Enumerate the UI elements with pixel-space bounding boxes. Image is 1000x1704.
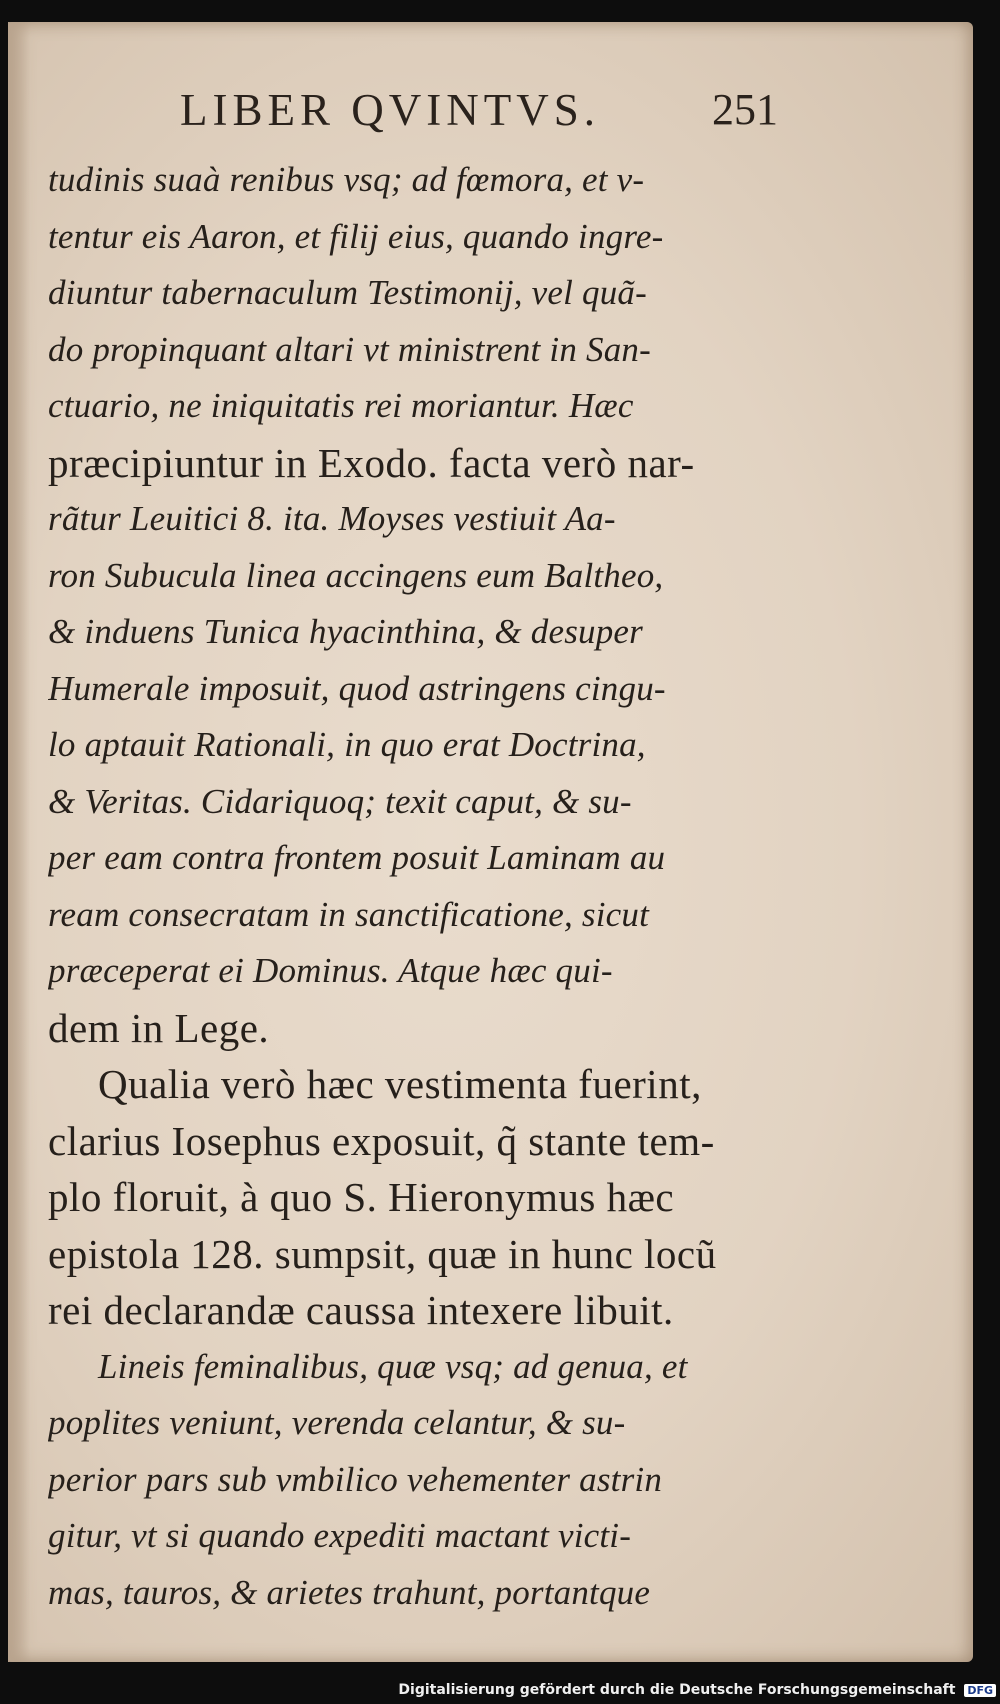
text-line: & Veritas. Cidariquoq; texit caput, & su-: [48, 781, 632, 821]
text-line: rei declarandæ caussa intexere libuit.: [48, 1287, 674, 1333]
text-line: lo aptauit Rationali, in quo erat Doctrina,: [48, 725, 646, 764]
text-line: & induens Tunica hyacinthina, & desuper: [48, 612, 643, 651]
text-line: diuntur tabernaculum Testimonij, vel quã-: [48, 273, 647, 312]
text-line: tudinis suaà renibus vsq; ad fœmora, et v-: [48, 160, 645, 199]
text-line: præcipiuntur in Exodo. facta verò nar-: [48, 439, 695, 486]
text-line: plo floruit, à quo S. Hieronymus hæc: [48, 1174, 675, 1220]
text-line: Humerale imposuit, quod astringens cingu-: [48, 668, 666, 708]
text-line: ctuario, ne iniquitatis rei moriantur. Hæc: [48, 386, 634, 425]
running-head: LIBER QVINTVS.: [180, 85, 600, 135]
text-line: per eam contra frontem posuit Laminam au: [48, 838, 666, 877]
text-line: rãtur Leuitici 8. ita. Moyses vestiuit Aa-: [48, 499, 616, 538]
page-header: [48, 84, 778, 142]
text-line: præceperat ei Dominus. Atque hæc qui-: [48, 951, 613, 990]
text-line: poplites veniunt, verenda celantur, & su-: [48, 1403, 626, 1442]
text-line: tentur eis Aaron, et filij eius, quando ingre-: [48, 216, 664, 256]
book-page: [8, 22, 973, 1662]
page-number: 251: [712, 85, 778, 134]
text-line: perior pars sub vmbilico vehementer astrin: [48, 1459, 663, 1499]
text-line: dem in Lege.: [48, 1004, 270, 1051]
text-line: Qualia verò hæc vestimenta fuerint,: [98, 1061, 702, 1107]
text-line: ron Subucula linea accingens eum Baltheo,: [48, 555, 664, 595]
text-line: Lineis feminalibus, quæ vsq; ad genua, et: [98, 1346, 688, 1386]
text-line: epistola 128. sumpsit, quæ in hunc locũ: [48, 1230, 717, 1277]
dfg-logo-icon: DFG: [964, 1684, 996, 1697]
credit-text: Digitalisierung gefördert durch die Deutsche Forschungsgemeinschaft: [398, 1682, 956, 1698]
text-line: ream consecratam in sanctificatione, sicut: [48, 894, 650, 934]
text-line: do propinquant altari vt ministrent in San-: [48, 329, 651, 369]
page-gutter-shadow: [8, 22, 30, 1662]
digitization-credit: [398, 1682, 996, 1698]
text-line: mas, tauros, & arietes trahunt, portantque: [48, 1572, 651, 1612]
text-line: gitur, vt si quando expediti mactant victi-: [48, 1516, 632, 1555]
text-line: clarius Iosephus exposuit, q̃ stante tem-: [48, 1117, 715, 1164]
